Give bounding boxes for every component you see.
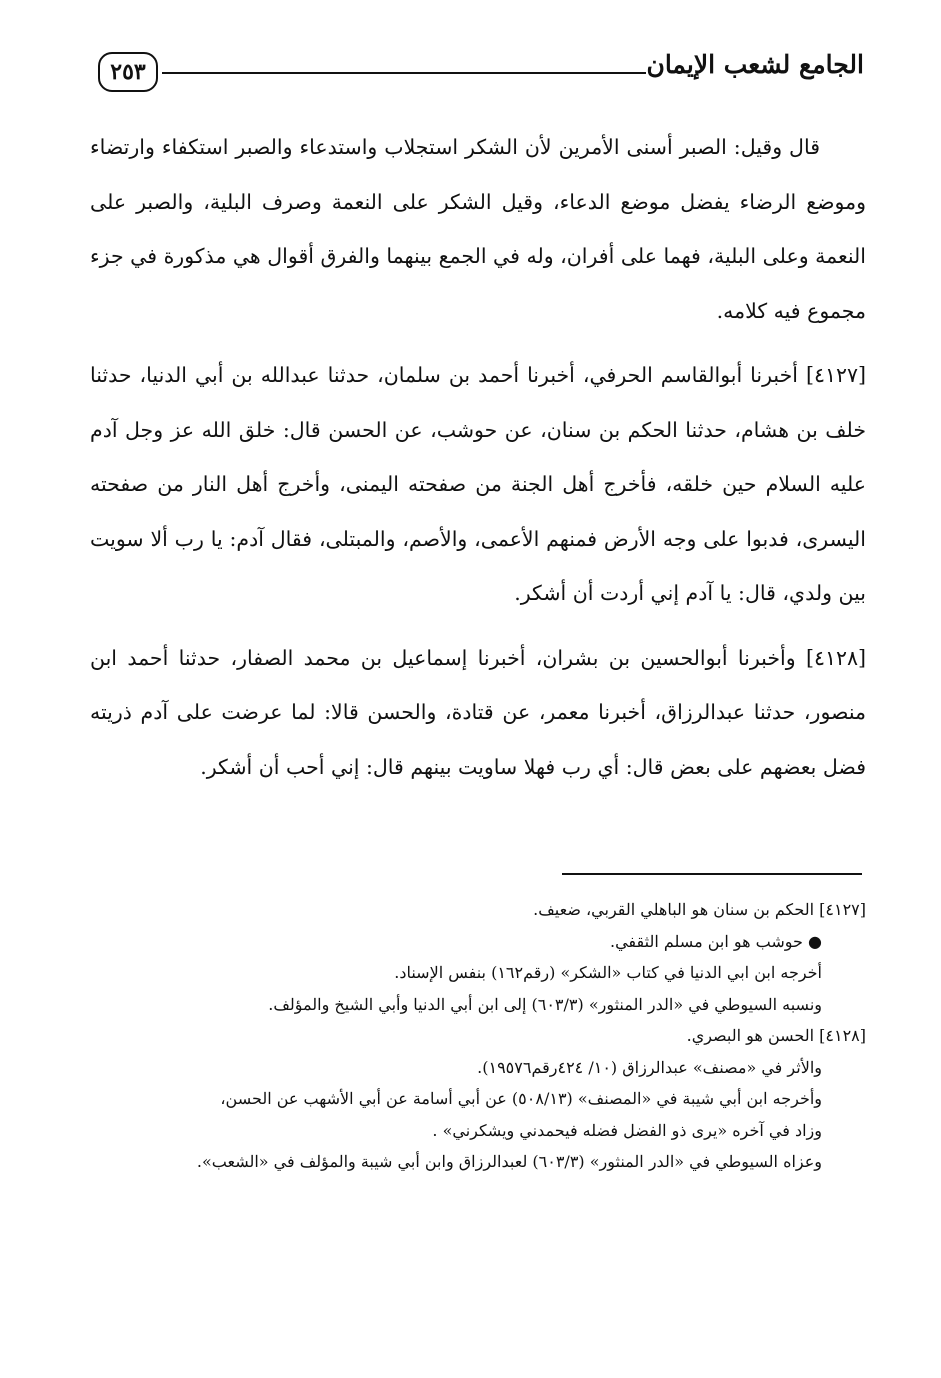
footnote-line: وأخرجه ابن أبي شيبة في «المصنف» (٥٠٨/١٣) عن أبي أسامة عن أبي الأشهب عن الحسن، (220, 1089, 822, 1108)
footnote-line: وزاد في آخره «يرى ذو الفضل فضله فيحمدني ويشكرني» . (432, 1120, 822, 1140)
footnotes (90, 894, 866, 1178)
footnote-line: وعزاه السيوطي في «الدر المنثور» (٦٠٣/٣) لعبدالرزاق وابن أبي شيبة والمؤلف في «الشعب». (196, 1152, 822, 1171)
paragraph-4127: [٤١٢٧] أخبرنا أبوالقاسم الحرفي، أخبرنا أحمد بن سلمان، حدثنا عبدالله بن أبي الدنيا، حدثنا خلف بن هشام، حدثنا الحكم بن سنان، عن حوشب، عن الحسن قال: خلق الله عز وجل آدم عليه السلام حين خلقه، فأخرج أهل الجنة من صفحته اليمنى، وأخرج أهل النار من صفحته اليسرى، فدبوا على وجه الأرض فمنهم الأعمى، والأصم، والمبتلى، فقال آدم: يا رب ألا سويت بين ولدي، قال: يا آدم إني أردت أن أشكر. (90, 363, 866, 605)
footnote-separator (562, 873, 862, 875)
footnote-line: ● حوشب هو ابن مسلم الثقفي. (610, 931, 822, 951)
footnote-4127: [٤١٢٧] الحكم بن سنان هو الباهلي القربي، ضعيف. (533, 900, 866, 919)
page-number: ٢٥٣ (98, 52, 158, 92)
running-header (92, 44, 864, 104)
paragraph-intro: قال وقيل: الصبر أسنى الأمرين لأن الشكر استجلاب واستدعاء والصبر استكفاء وارتضاء وموضع الرضاء يفضل موضع الدعاء، وقيل الشكر على النعمة وصرف البلية، والصبر على النعمة وعلى البلية، فهما على أفران، وله في الجمع بينهما والفرق أقوال هي مذكورة في جزء مجموع فيه كلامه. (90, 135, 866, 323)
footnote-line: ونسبه السيوطي في «الدر المنثور» (٦٠٣/٣) إلى ابن أبي الدنيا وأبي الشيخ والمؤلف. (268, 994, 822, 1014)
book-title: الجامع لشعب الإيمان (646, 50, 864, 79)
header-rule (162, 72, 646, 74)
footnote-4128: [٤١٢٨] الحسن هو البصري. (686, 1026, 866, 1045)
main-text (90, 120, 866, 804)
paragraph-4128: [٤١٢٨] وأخبرنا أبوالحسين بن بشران، أخبرنا إسماعيل بن محمد الصفار، حدثنا أحمد ابن منصور، حدثنا عبدالرزاق، أخبرنا معمر، عن قتادة، والحسن قالا: لما عرضت على آدم ذريته فضل بعضهم على بعض قال: أي رب فهلا ساويت بينهم قال: إني أحب أن أشكر. (90, 645, 866, 779)
footnote-line: أخرجه ابن ابي الدنيا في كتاب «الشكر» (رقم١٦٢) بنفس الإسناد. (394, 963, 822, 982)
footnote-line: والأثر في «مصنف» عبدالرزاق (١٠/ ٤٢٤رقم١٩٥٧٦). (477, 1057, 822, 1077)
